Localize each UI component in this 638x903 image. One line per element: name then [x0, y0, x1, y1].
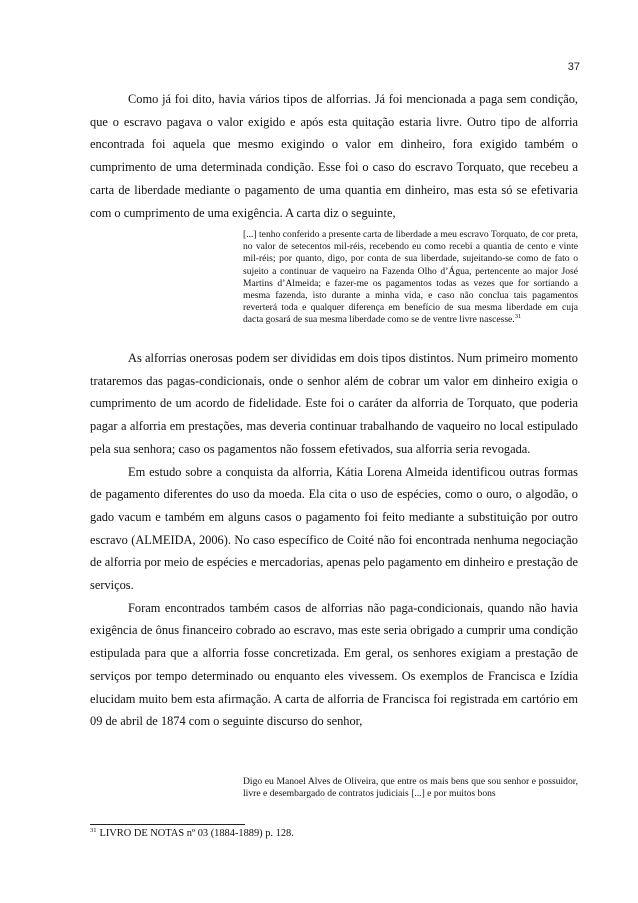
- block-quote-torquato: [243, 229, 578, 327]
- footnote-text: LIVRO DE NOTAS nº 03 (1884-1889) p. 128.: [99, 828, 294, 839]
- footnote-marker: 31: [90, 826, 97, 834]
- paragraph-1-block: [90, 88, 578, 224]
- paragraph-3: Em estudo sobre a conquista da alforria, Kátia Lorena Almeida identificou outras formas de pagamento diferentes do uso da moeda. Ela cita o uso de espécies, como o ouro, o algodão, o gado vacum e também em alguns casos o pagamento foi feito mediante a substituição por outro escravo (ALMEIDA, 2006). No caso específico de Coité não foi encontrada nenhuma negociação de alforria por meio de espécies e mercadorias, apenas pelo pagamento em dinheiro e prestação de serviços.: [90, 464, 578, 593]
- footnote-divider: [90, 824, 245, 825]
- footnote-reference-31: 31: [514, 313, 522, 321]
- footnote-31: [90, 828, 578, 839]
- paragraph-1: Como já foi dito, havia vários tipos de alforrias. Já foi mencionada a paga sem condição, que o escravo pagava o valor exigido e após esta quitação estaria livre. Outro tipo de alforria encontrada foi aquela que mesmo exigindo o valor em dinheiro, fora exigido também o cumprimento de uma determinada condição. Esse foi o caso do escravo Torquato, que recebeu a carta de liberdade mediante o pagamento de uma quantia em dinheiro, mas esta só se efetivaria com o cumprimento de uma exigência. A carta diz o seguinte,: [90, 92, 578, 220]
- paragraph-2: As alforrias onerosas podem ser divididas em dois tipos distintos. Num primeiro momento trataremos das pagas-condicionais, onde o senhor além de cobrar um valor em dinheiro exigia o cumprimento de um acordo de fidelidade. Este foi o caráter da alforria de Torquato, que poderia pagar a alforria em prestações, mas deveria continuar trabalhando de vaqueiro no local estipulado pela sua senhora; caso os pagamentos não fossem efetivados, sua alforria seria revogada.: [90, 351, 578, 456]
- page-number: 37: [567, 61, 580, 73]
- block-quote-francisca: Digo eu Manoel Alves de Oliveira, que entre os mais bens que sou senhor e possuidor, livre e desembargado de contratos judiciais [...] e por muitos bons: [243, 776, 578, 800]
- block-quote-torquato-text: [...] tenho conferido a presente carta de liberdade a meu escravo Torquato, de cor preta, no valor de setecentos mil-réis, recebendo eu como recebi a quantia de cento e vinte mil-réis; por quanto, digo, por conta de sua liberdade, sujeitando-se como de fato o sujeito a continuar de vaqueiro na Fazenda Olho d’Água, pertencente ao major José Martins d’Almeida; e fazer-me os pagamentos todas as vezes que for sortiando a mesma fazenda, isto durante a minha vida, e caso não conclua tais pagamentos reverterá toda e qualquer diferença em benefício de sua mesma liberdade em cuja dacta gosará de sua mesma liberdade como se de ventre livre nascesse.: [243, 229, 578, 326]
- paragraphs-block: [90, 347, 578, 733]
- paragraph-4: Foram encontrados também casos de alforrias não paga-condicionais, quando não havia exigência de ônus financeiro cobrado ao escravo, mas este seria obrigado a cumprir uma condição estipulada para que a alforria fosse concretizada. Em geral, os senhores exigiam a prestação de serviços por tempo determinado ou enquanto eles vivessem. Os exemplos de Francisca e Izídia elucidam muito bem esta afirmação. A carta de alforria de Francisca foi registrada em cartório em 09 de abril de 1874 com o seguinte discurso do senhor,: [90, 600, 578, 729]
